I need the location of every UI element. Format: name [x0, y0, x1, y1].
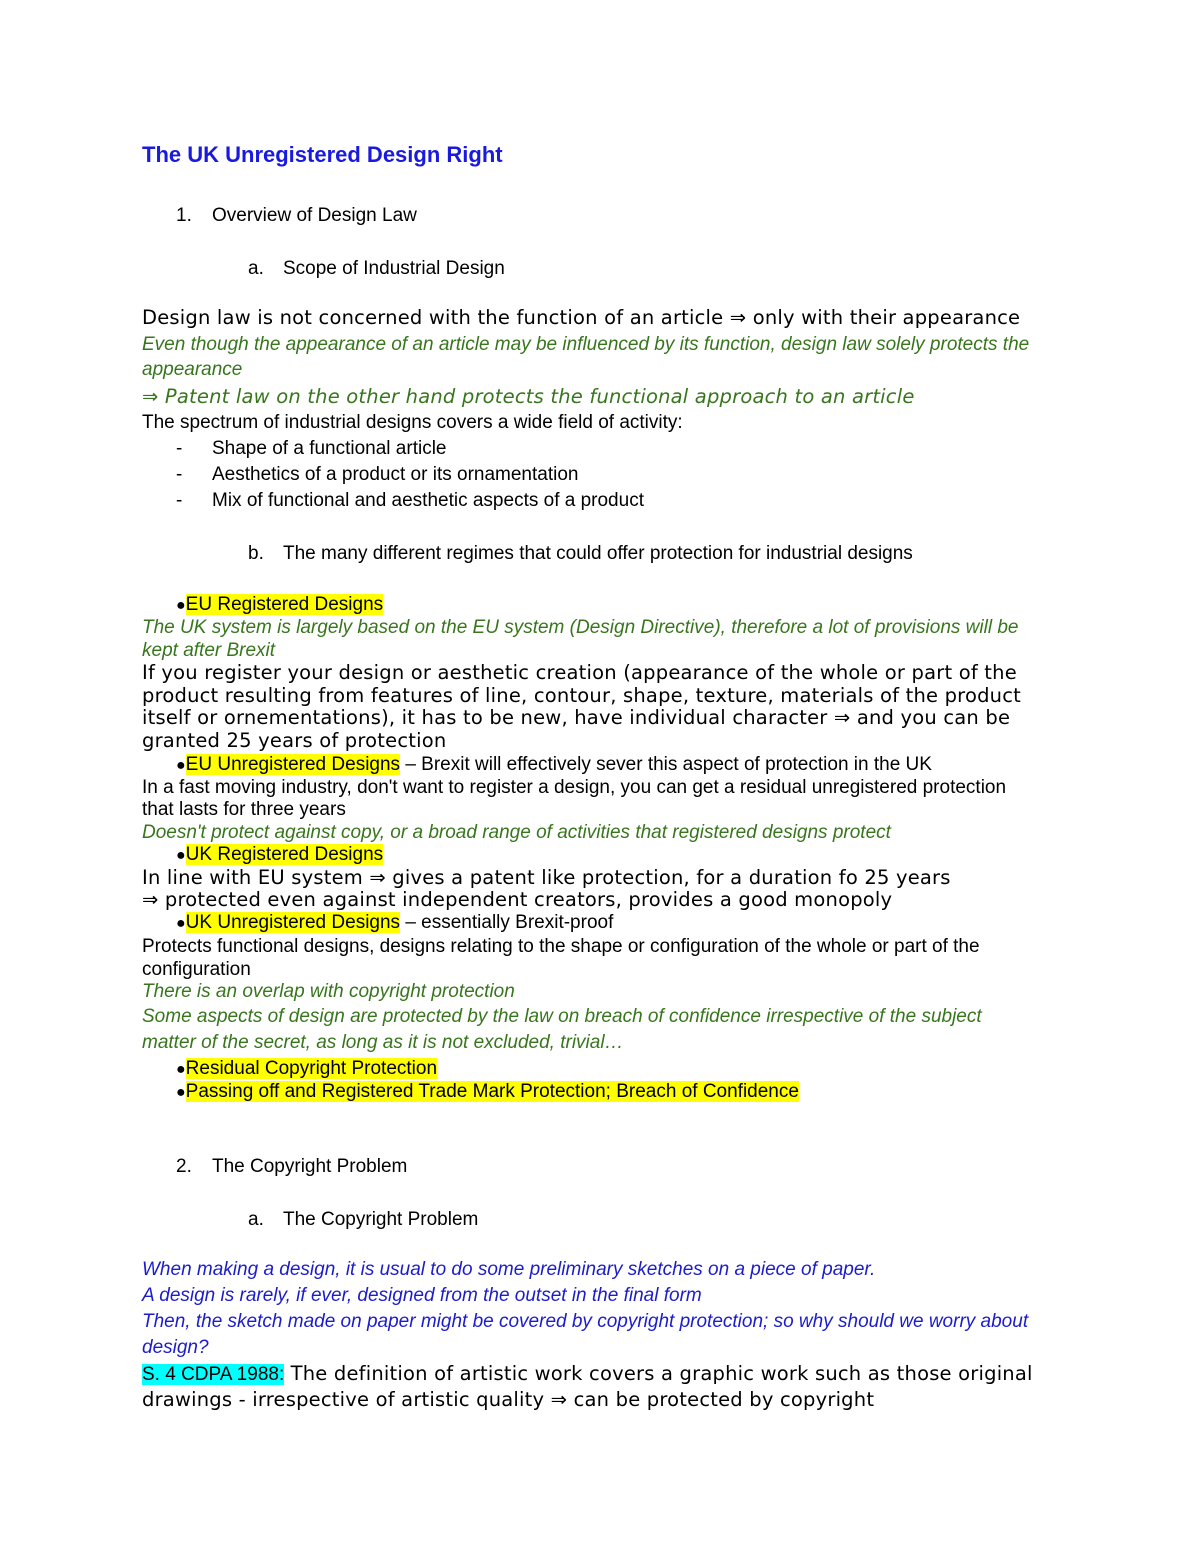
paragraph: ⇒ protected even against independent creators, provides a good monopoly [142, 888, 893, 911]
bullet-icon: ● [176, 915, 186, 932]
paragraph: In a fast moving industry, don't want to register a design, you can get a residual unregistered protection [142, 777, 1007, 798]
paragraph: Design law is not concerned with the function of an article ⇒ only with their appearance [142, 306, 1021, 329]
section-2-number: 2. [176, 1156, 192, 1177]
note-italic-blue: When making a design, it is usual to do some preliminary sketches on a piece of paper. [142, 1259, 876, 1280]
paragraph: In line with EU system ⇒ gives a patent like protection, for a duration fo 25 years [142, 866, 951, 889]
paragraph: If you register your design or aesthetic creation (appearance of the whole or part of the [142, 661, 1017, 684]
regime-note: – Brexit will effectively sever this aspect of protection in the UK [400, 754, 932, 775]
paragraph: The spectrum of industrial designs covers a wide field of activity: [142, 412, 683, 433]
paragraph: itself or ornementations), it has to be new, have individual character ⇒ and you can be [142, 706, 1011, 729]
list-dash: - [176, 490, 183, 511]
paragraph: granted 25 years of protection [142, 729, 447, 752]
list-item: Aesthetics of a product or its ornamentation [212, 464, 579, 485]
note-italic-green: ⇒ Patent law on the other hand protects the functional approach to an article [142, 385, 915, 408]
note-italic-green: Some aspects of design are protected by the law on breach of confidence irrespective of the subject [142, 1006, 982, 1027]
section-1-number: 1. [176, 205, 192, 226]
regime-residual-copyright [176, 1057, 437, 1082]
paragraph: that lasts for three years [142, 799, 346, 820]
subsection-1b-letter: b. [248, 543, 264, 564]
subsection-1a-letter: a. [248, 258, 264, 279]
paragraph-text: The definition of artistic work covers a graphic work such as those original [284, 1362, 1033, 1385]
bullet-icon: ● [176, 847, 186, 864]
note-italic-green: kept after Brexit [142, 640, 276, 661]
section-1-heading: Overview of Design Law [212, 205, 417, 226]
list-item: Mix of functional and aesthetic aspects of a product [212, 490, 644, 511]
highlight-label: EU Registered Designs [185, 594, 384, 615]
highlight-label: UK Registered Designs [185, 844, 384, 865]
document-title: The UK Unregistered Design Right [142, 142, 503, 167]
note-italic-green: Even though the appearance of an article may be influenced by its function, design law solely protects the [142, 334, 1030, 355]
subsection-2a-heading: The Copyright Problem [283, 1209, 479, 1230]
subsection-1b-heading: The many different regimes that could offer protection for industrial designs [283, 543, 913, 564]
note-italic-green: The UK system is largely based on the EU system (Design Directive), therefore a lot of provisions will be [142, 617, 1019, 638]
statute-reference: S. 4 CDPA 1988: [142, 1364, 285, 1385]
bullet-icon: ● [176, 1084, 186, 1101]
subsection-1a-heading: Scope of Industrial Design [283, 258, 505, 279]
regime-uk-unregistered [176, 911, 613, 936]
bullet-icon: ● [176, 757, 186, 774]
regime-eu-unregistered [176, 753, 932, 778]
highlight-label: EU Unregistered Designs [185, 754, 401, 775]
list-item: Shape of a functional article [212, 438, 447, 459]
note-italic-blue: design? [142, 1337, 209, 1358]
paragraph: configuration [142, 959, 251, 980]
paragraph: drawings - irrespective of artistic quality ⇒ can be protected by copyright [142, 1388, 875, 1411]
note-italic-green: matter of the secret, as long as it is not excluded, trivial… [142, 1032, 624, 1053]
highlight-label: Residual Copyright Protection [185, 1058, 438, 1079]
subsection-2a-letter: a. [248, 1209, 264, 1230]
note-italic-blue: Then, the sketch made on paper might be covered by copyright protection; so why should we worry about [142, 1311, 1029, 1332]
list-dash: - [176, 464, 183, 485]
paragraph: Protects functional designs, designs relating to the shape or configuration of the whole or part of the [142, 936, 980, 957]
bullet-icon: ● [176, 597, 186, 614]
regime-note: – essentially Brexit-proof [400, 912, 614, 933]
note-italic-green: Doesn't protect against copy, or a broad range of activities that registered designs protect [142, 822, 891, 843]
bullet-icon: ● [176, 1061, 186, 1078]
regime-uk-registered [176, 843, 383, 868]
section-2-heading: The Copyright Problem [212, 1156, 408, 1177]
note-italic-green: There is an overlap with copyright protection [142, 981, 515, 1002]
note-italic-green: appearance [142, 359, 243, 380]
list-dash: - [176, 438, 183, 459]
highlight-label: UK Unregistered Designs [185, 912, 401, 933]
regime-passing-off [176, 1080, 799, 1105]
highlight-label: Passing off and Registered Trade Mark Protection; Breach of Confidence [185, 1081, 799, 1102]
regime-eu-registered [176, 593, 383, 618]
note-italic-blue: A design is rarely, if ever, designed from the outset in the final form [142, 1285, 702, 1306]
paragraph: product resulting from features of line, contour, shape, texture, materials of the product [142, 684, 1022, 707]
statute-paragraph [142, 1362, 1033, 1387]
